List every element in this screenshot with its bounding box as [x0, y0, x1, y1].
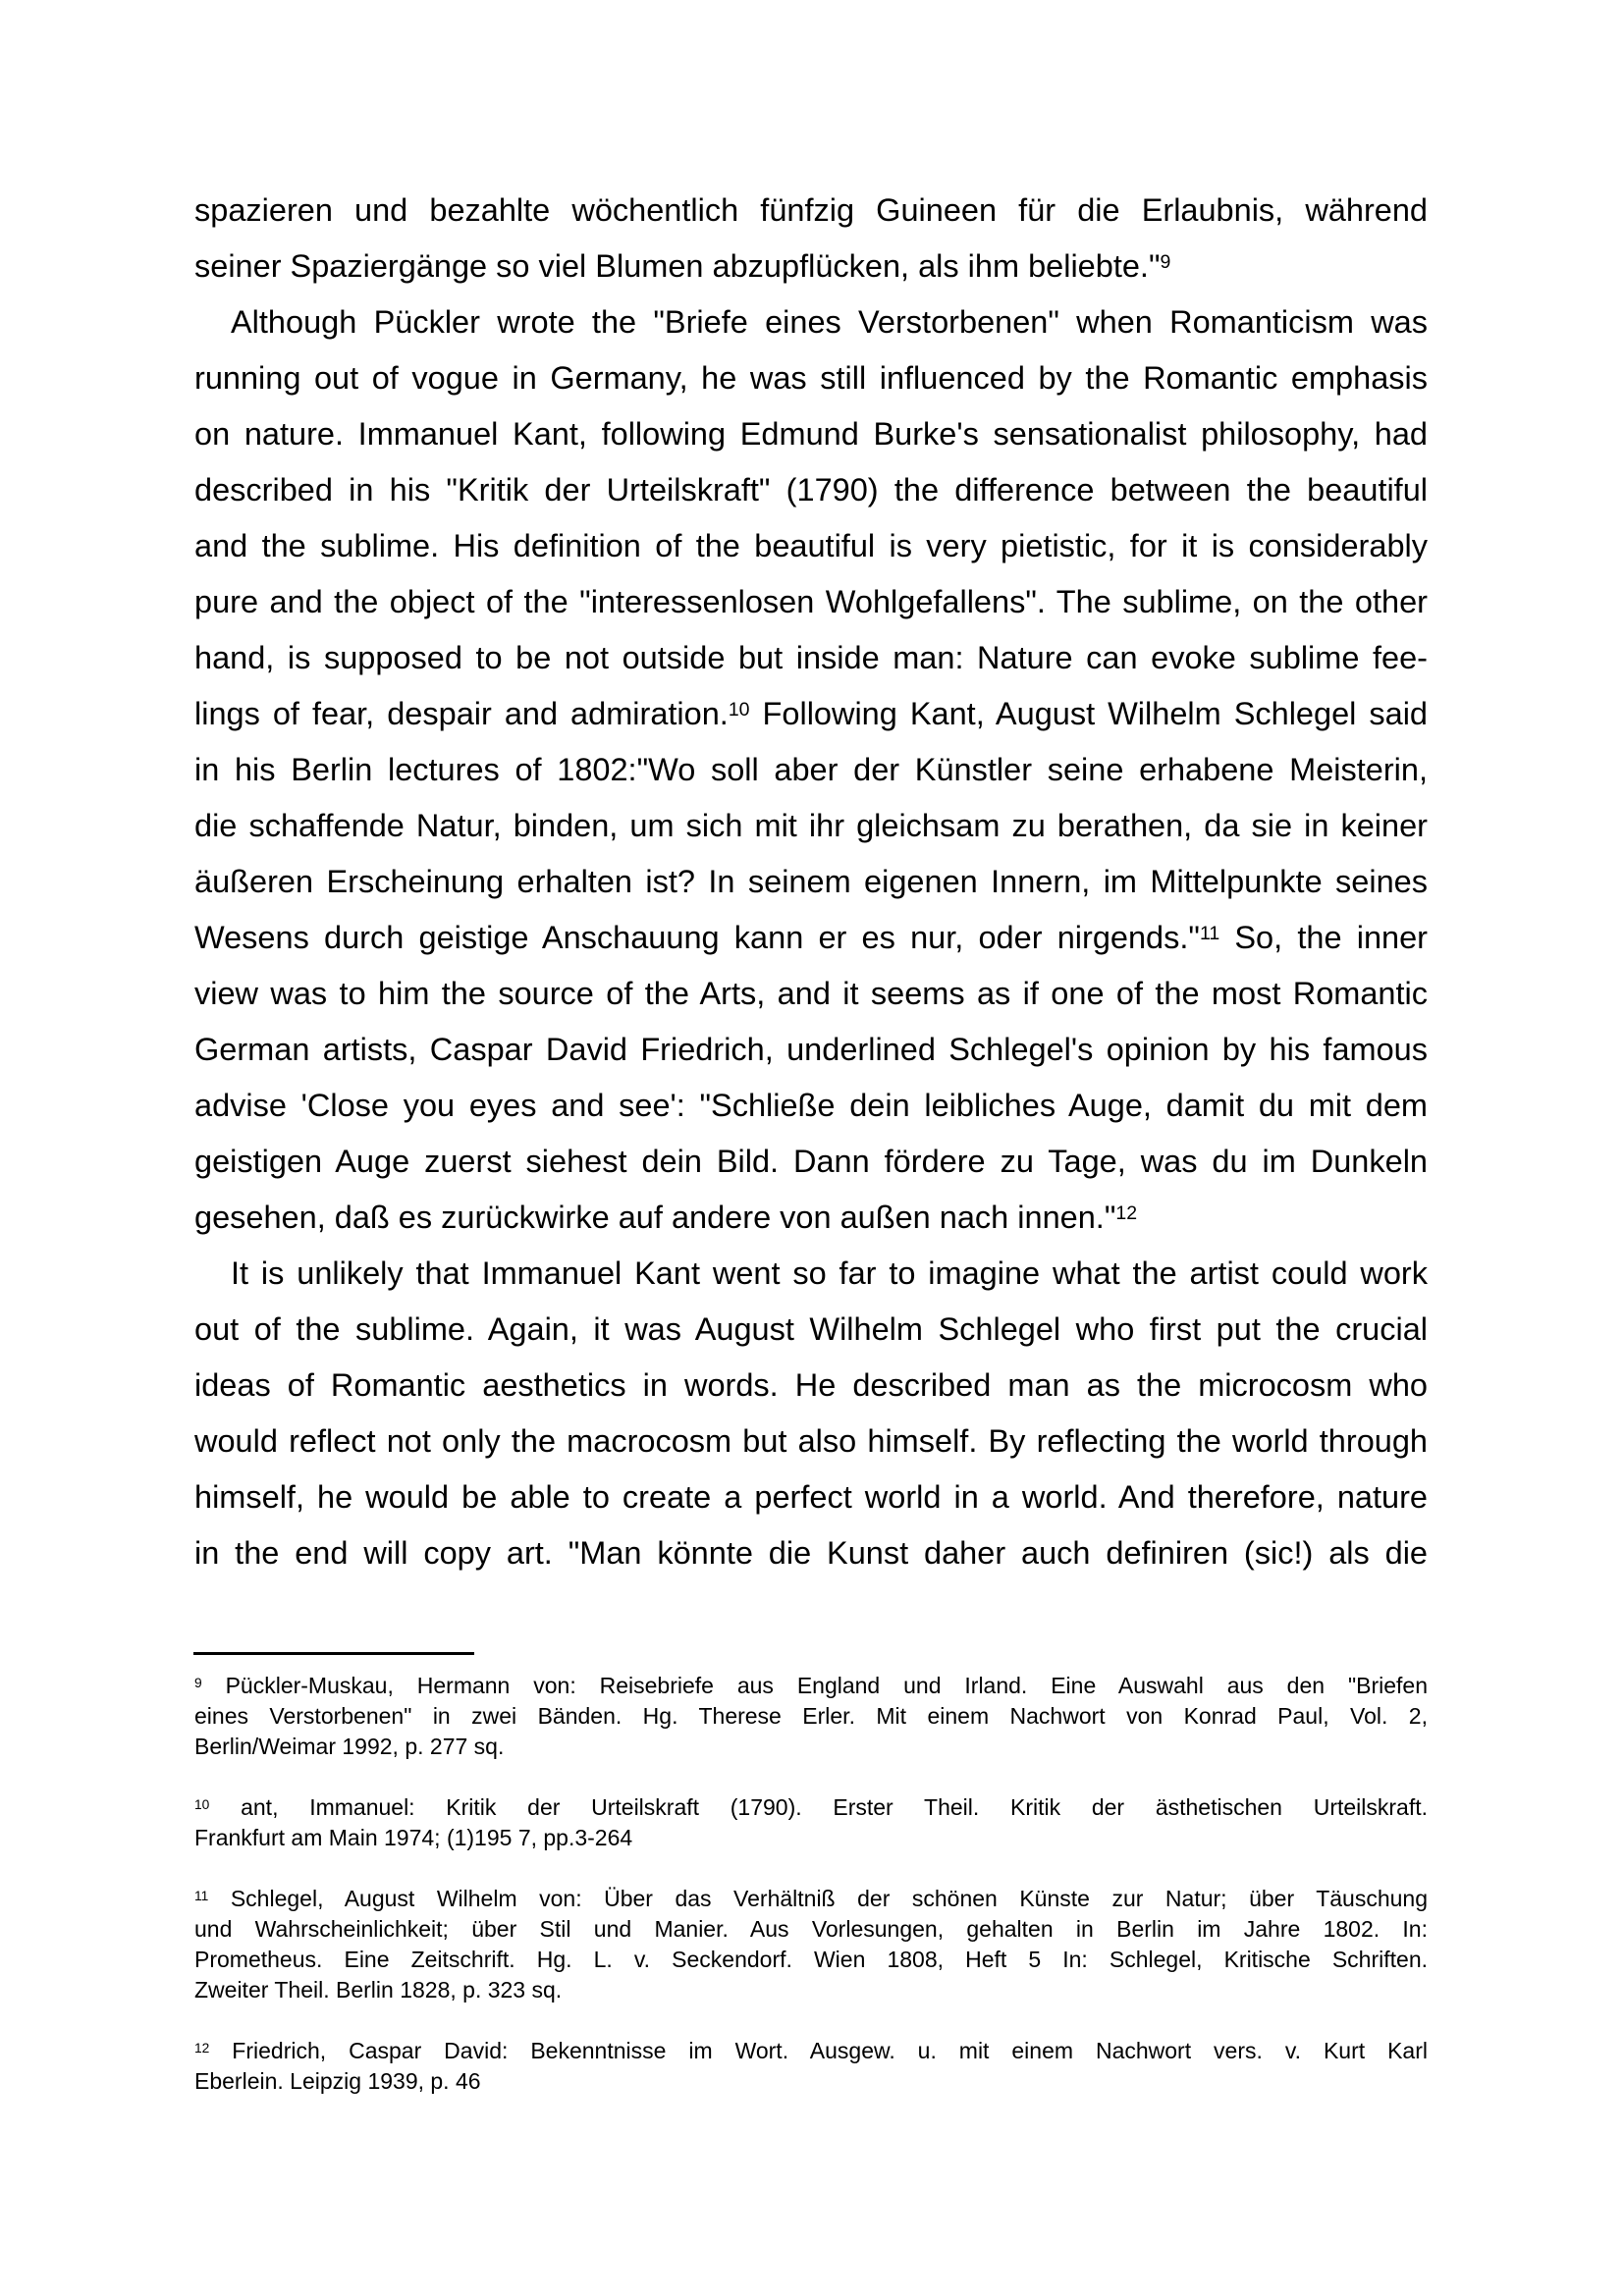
body-line: die schaffende Natur, binden, um sich mit ihr gleichsam zu berathen, da sie in keiner — [194, 808, 1428, 843]
footnote-ref: 9 — [1160, 251, 1171, 274]
footnote-line: Berlin/Weimar 1992, p. 277 sq. — [194, 1734, 505, 1759]
body-line: lings of fear, despair and admiration.$^{10}$ Following Kant, August Wilhelm Schlegel said — [194, 696, 1428, 731]
footnote-ref: 10 — [728, 699, 750, 721]
body-line: running out of vogue in Germany, he was still influenced by the Romantic emphasis — [194, 360, 1428, 396]
footnote-line: Zweiter Theil. Berlin 1828, p. 323 sq. — [194, 1977, 563, 2002]
footnote-ref: 12 — [1115, 1202, 1138, 1225]
footnote-line: Prometheus. Eine Zeitschrift. Hg. L. v. Seckendorf. Wien 1808, Heft 5 In: Schlegel, Kritische Schriften. — [194, 1947, 1428, 1972]
footnote-line: $^{10}$ ant, Immanuel: Kritik der Urteilskraft (1790). Erster Theil. Kritik der ästhetischen Urteilskraft. — [194, 1794, 1428, 1820]
body-line: and the sublime. His definition of the beautiful is very pietistic, for it is considerably — [194, 528, 1428, 563]
footnote — [194, 2036, 1428, 2097]
footnote — [194, 1671, 1428, 1762]
body-line: described in his "Kritik der Urteilskraft" (1790) the difference between the beautiful — [194, 472, 1428, 507]
footnote-line: Frankfurt am Main 1974; (1)195 7, pp.3-264 — [194, 1825, 633, 1850]
body-line: would reflect not only the macrocosm but also himself. By reflecting the world through — [194, 1423, 1428, 1459]
body-line: spazieren und bezahlte wöchentlich fünfzig Guineen für die Erlaubnis, während — [194, 192, 1428, 228]
footnote-ref: 11 — [1199, 923, 1220, 945]
body-line: Wesens durch geistige Anschauung kann er es nur, oder nirgends."$^{11}$ So, the inner — [194, 920, 1428, 955]
body-line: himself, he would be able to create a perfect world in a world. And therefore, nature — [194, 1479, 1428, 1515]
footnote — [194, 1792, 1428, 1853]
paragraph-continuation — [194, 183, 1428, 294]
body-line: äußeren Erscheinung erhalten ist? In seinem eigenen Innern, im Mittelpunkte seines — [194, 864, 1428, 899]
body-line: geistigen Auge zuerst siehest dein Bild. Dann fördere zu Tage, was du im Dunkeln — [194, 1144, 1428, 1179]
body-line: German artists, Caspar David Friedrich, underlined Schlegel's opinion by his famous — [194, 1032, 1428, 1067]
body-line: in the end will copy art. "Man könnte die Kunst daher auch definiren (sic!) als die — [194, 1535, 1428, 1571]
footnote-ref: 9 — [194, 1675, 202, 1690]
footnote-ref: 11 — [194, 1888, 209, 1903]
body-line: seiner Spaziergänge so viel Blumen abzupflücken, als ihm beliebte."$^9$ — [194, 248, 1171, 284]
paragraph-romanticism — [194, 294, 1428, 1246]
footnote-line: $^{12}$ Friedrich, Caspar David: Bekenntnisse im Wort. Ausgew. u. mit einem Nachwort vers. v. Kurt Karl — [194, 2038, 1428, 2063]
body-line: in his Berlin lectures of 1802:"Wo soll aber der Künstler seine erhabene Meisterin, — [194, 752, 1428, 787]
body-line: out of the sublime. Again, it was August Wilhelm Schlegel who first put the crucial — [194, 1311, 1428, 1347]
body-line: Although Pückler wrote the "Briefe eines Verstorbenen" when Romanticism was — [231, 304, 1428, 340]
body-text — [194, 183, 1428, 1581]
footnote-line: eines Verstorbenen" in zwei Bänden. Hg. Therese Erler. Mit einem Nachwort von Konrad Paul, Vol. 2, — [194, 1703, 1428, 1729]
footnote — [194, 1884, 1428, 2005]
footnote-line: und Wahrscheinlichkeit; über Stil und Manier. Aus Vorlesungen, gehalten in Berlin im Jahre 1802. In: — [194, 1916, 1428, 1942]
footnote-ref: 12 — [194, 2040, 210, 2056]
body-line: advise 'Close you eyes and see': "Schließe dein leibliches Auge, damit du mit dem — [194, 1088, 1428, 1123]
footnote-line: $^9$ Pückler-Muskau, Hermann von: Reisebriefe aus England und Irland. Eine Auswahl aus den "Briefen — [194, 1673, 1428, 1698]
footnote-separator-rule — [193, 1652, 474, 1655]
body-line: hand, is supposed to be not outside but inside man: Nature can evoke sublime fee- — [194, 640, 1428, 675]
paragraph-schlegel-aesthetics — [194, 1246, 1428, 1581]
body-line: It is unlikely that Immanuel Kant went so far to imagine what the artist could work — [231, 1255, 1428, 1291]
body-line: view was to him the source of the Arts, and it seems as if one of the most Romantic — [194, 976, 1428, 1011]
body-line: on nature. Immanuel Kant, following Edmund Burke's sensationalist philosophy, had — [194, 416, 1428, 452]
footnotes-section — [194, 1671, 1428, 2127]
body-line: ideas of Romantic aesthetics in words. He described man as the microcosm who — [194, 1367, 1428, 1403]
footnote-line: Eberlein. Leipzig 1939, p. 46 — [194, 2068, 481, 2094]
body-line: gesehen, daß es zurückwirke auf andere von außen nach innen."$^{12}$ — [194, 1200, 1138, 1235]
footnote-ref: 10 — [194, 1796, 210, 1812]
footnote-line: $^{11}$ Schlegel, August Wilhelm von: Über das Verhältniß der schönen Künste zur Natur; über Täuschung — [194, 1886, 1428, 1911]
body-line: pure and the object of the "interessenlosen Wohlgefallens". The sublime, on the other — [194, 584, 1428, 619]
